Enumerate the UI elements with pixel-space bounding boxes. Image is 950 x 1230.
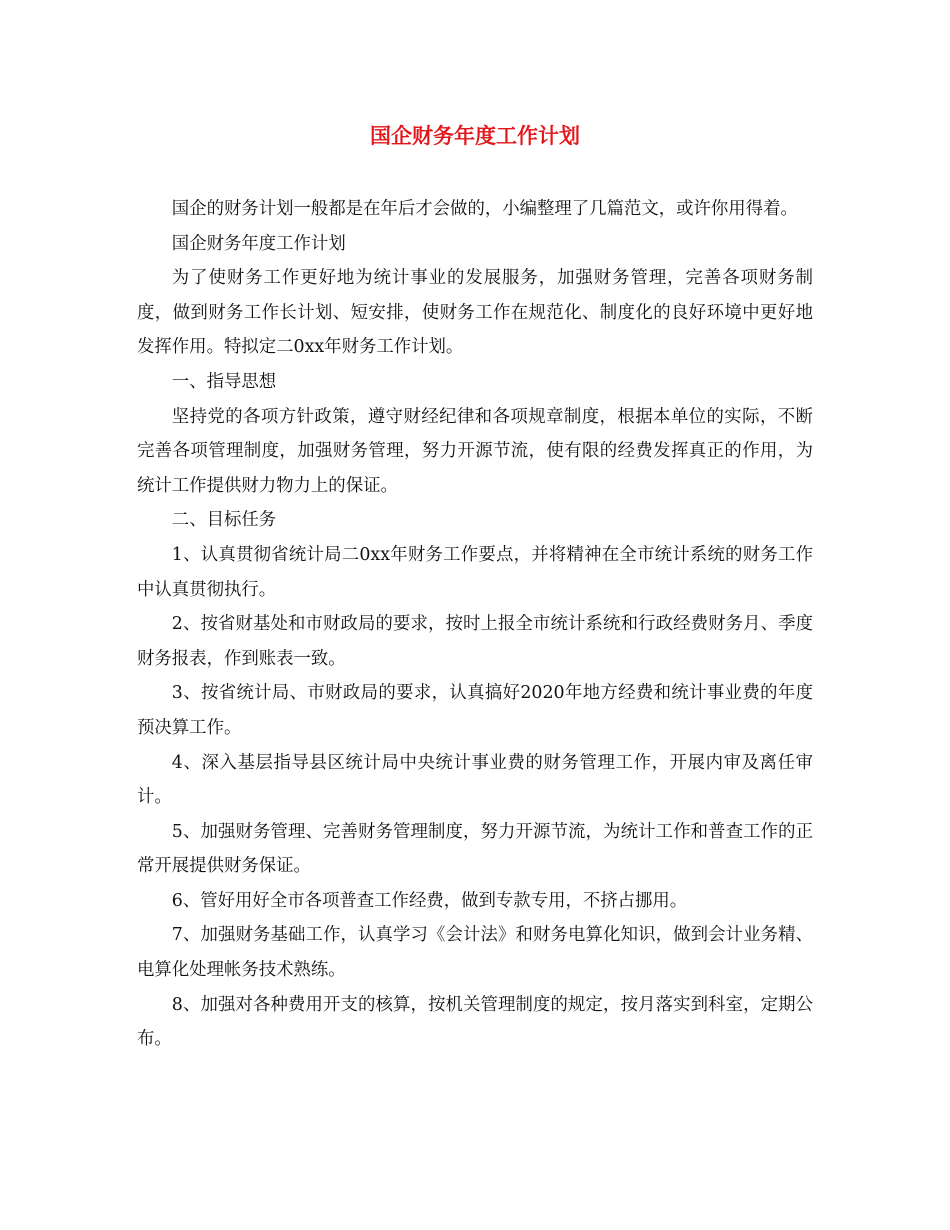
goal-item-4: 4、深入基层指导县区统计局中央统计事业费的财务管理工作，开展内审及离任审计。 (137, 752, 813, 808)
document-body (137, 192, 813, 1057)
goal-item-6: 6、管好用好全市各项普查工作经费，做到专款专用，不挤占挪用。 (171, 890, 688, 911)
paragraph-preface: 为了使财务工作更好地为统计事业的发展服务，加强财务管理，完善各项财务制度，做到财务工作长计划、短安排，使财务工作在规范化、制度化的良好环境中更好地发挥作用。特拟定二0xx年财务工作计划。 (137, 268, 813, 358)
goal-item-8: 8、加强对各种费用开支的核算，按机关管理制度的规定，按月落实到科室，定期公布。 (137, 994, 813, 1050)
goal-item-1: 1、认真贯彻省统计局二0xx年财务工作要点，并将精神在全市统计系统的财务工作中认真贯彻执行。 (137, 544, 813, 600)
document-title: 国企财务年度工作计划 (370, 123, 580, 148)
goal-item-5: 5、加强财务管理、完善财务管理制度，努力开源节流，为统计工作和普查工作的正常开展提供财务保证。 (137, 821, 813, 877)
goal-item-3: 3、按省统计局、市财政局的要求，认真搞好2020年地方经费和统计事业费的年度预决算工作。 (137, 683, 813, 738)
paragraph-intro: 国企的财务计划一般都是在年后才会做的，小编整理了几篇范文，或许你用得着。 (171, 199, 798, 219)
goal-item-7: 7、加强财务基础工作，认真学习《会计法》和财务电算化知识，做到会计业务精、电算化处理帐务技术熟练。 (137, 925, 813, 981)
paragraph-guiding-thought: 坚持党的各项方针政策，遵守财经纪律和各项规章制度，根据本单位的实际，不断完善各项管理制度，加强财务管理，努力开源节流，使有限的经费发挥真正的作用，为统计工作提供财力物力上的保证。 (137, 406, 813, 496)
paragraph-subtitle: 国企财务年度工作计划 (171, 233, 346, 254)
section-heading-guiding-thought: 一、指导思想 (171, 371, 277, 392)
section-heading-goals: 二、目标任务 (171, 510, 277, 531)
goal-item-2: 2、按省财基处和市财政局的要求，按时上报全市统计系统和行政经费财务月、季度财务报表，作到账表一致。 (137, 614, 813, 669)
